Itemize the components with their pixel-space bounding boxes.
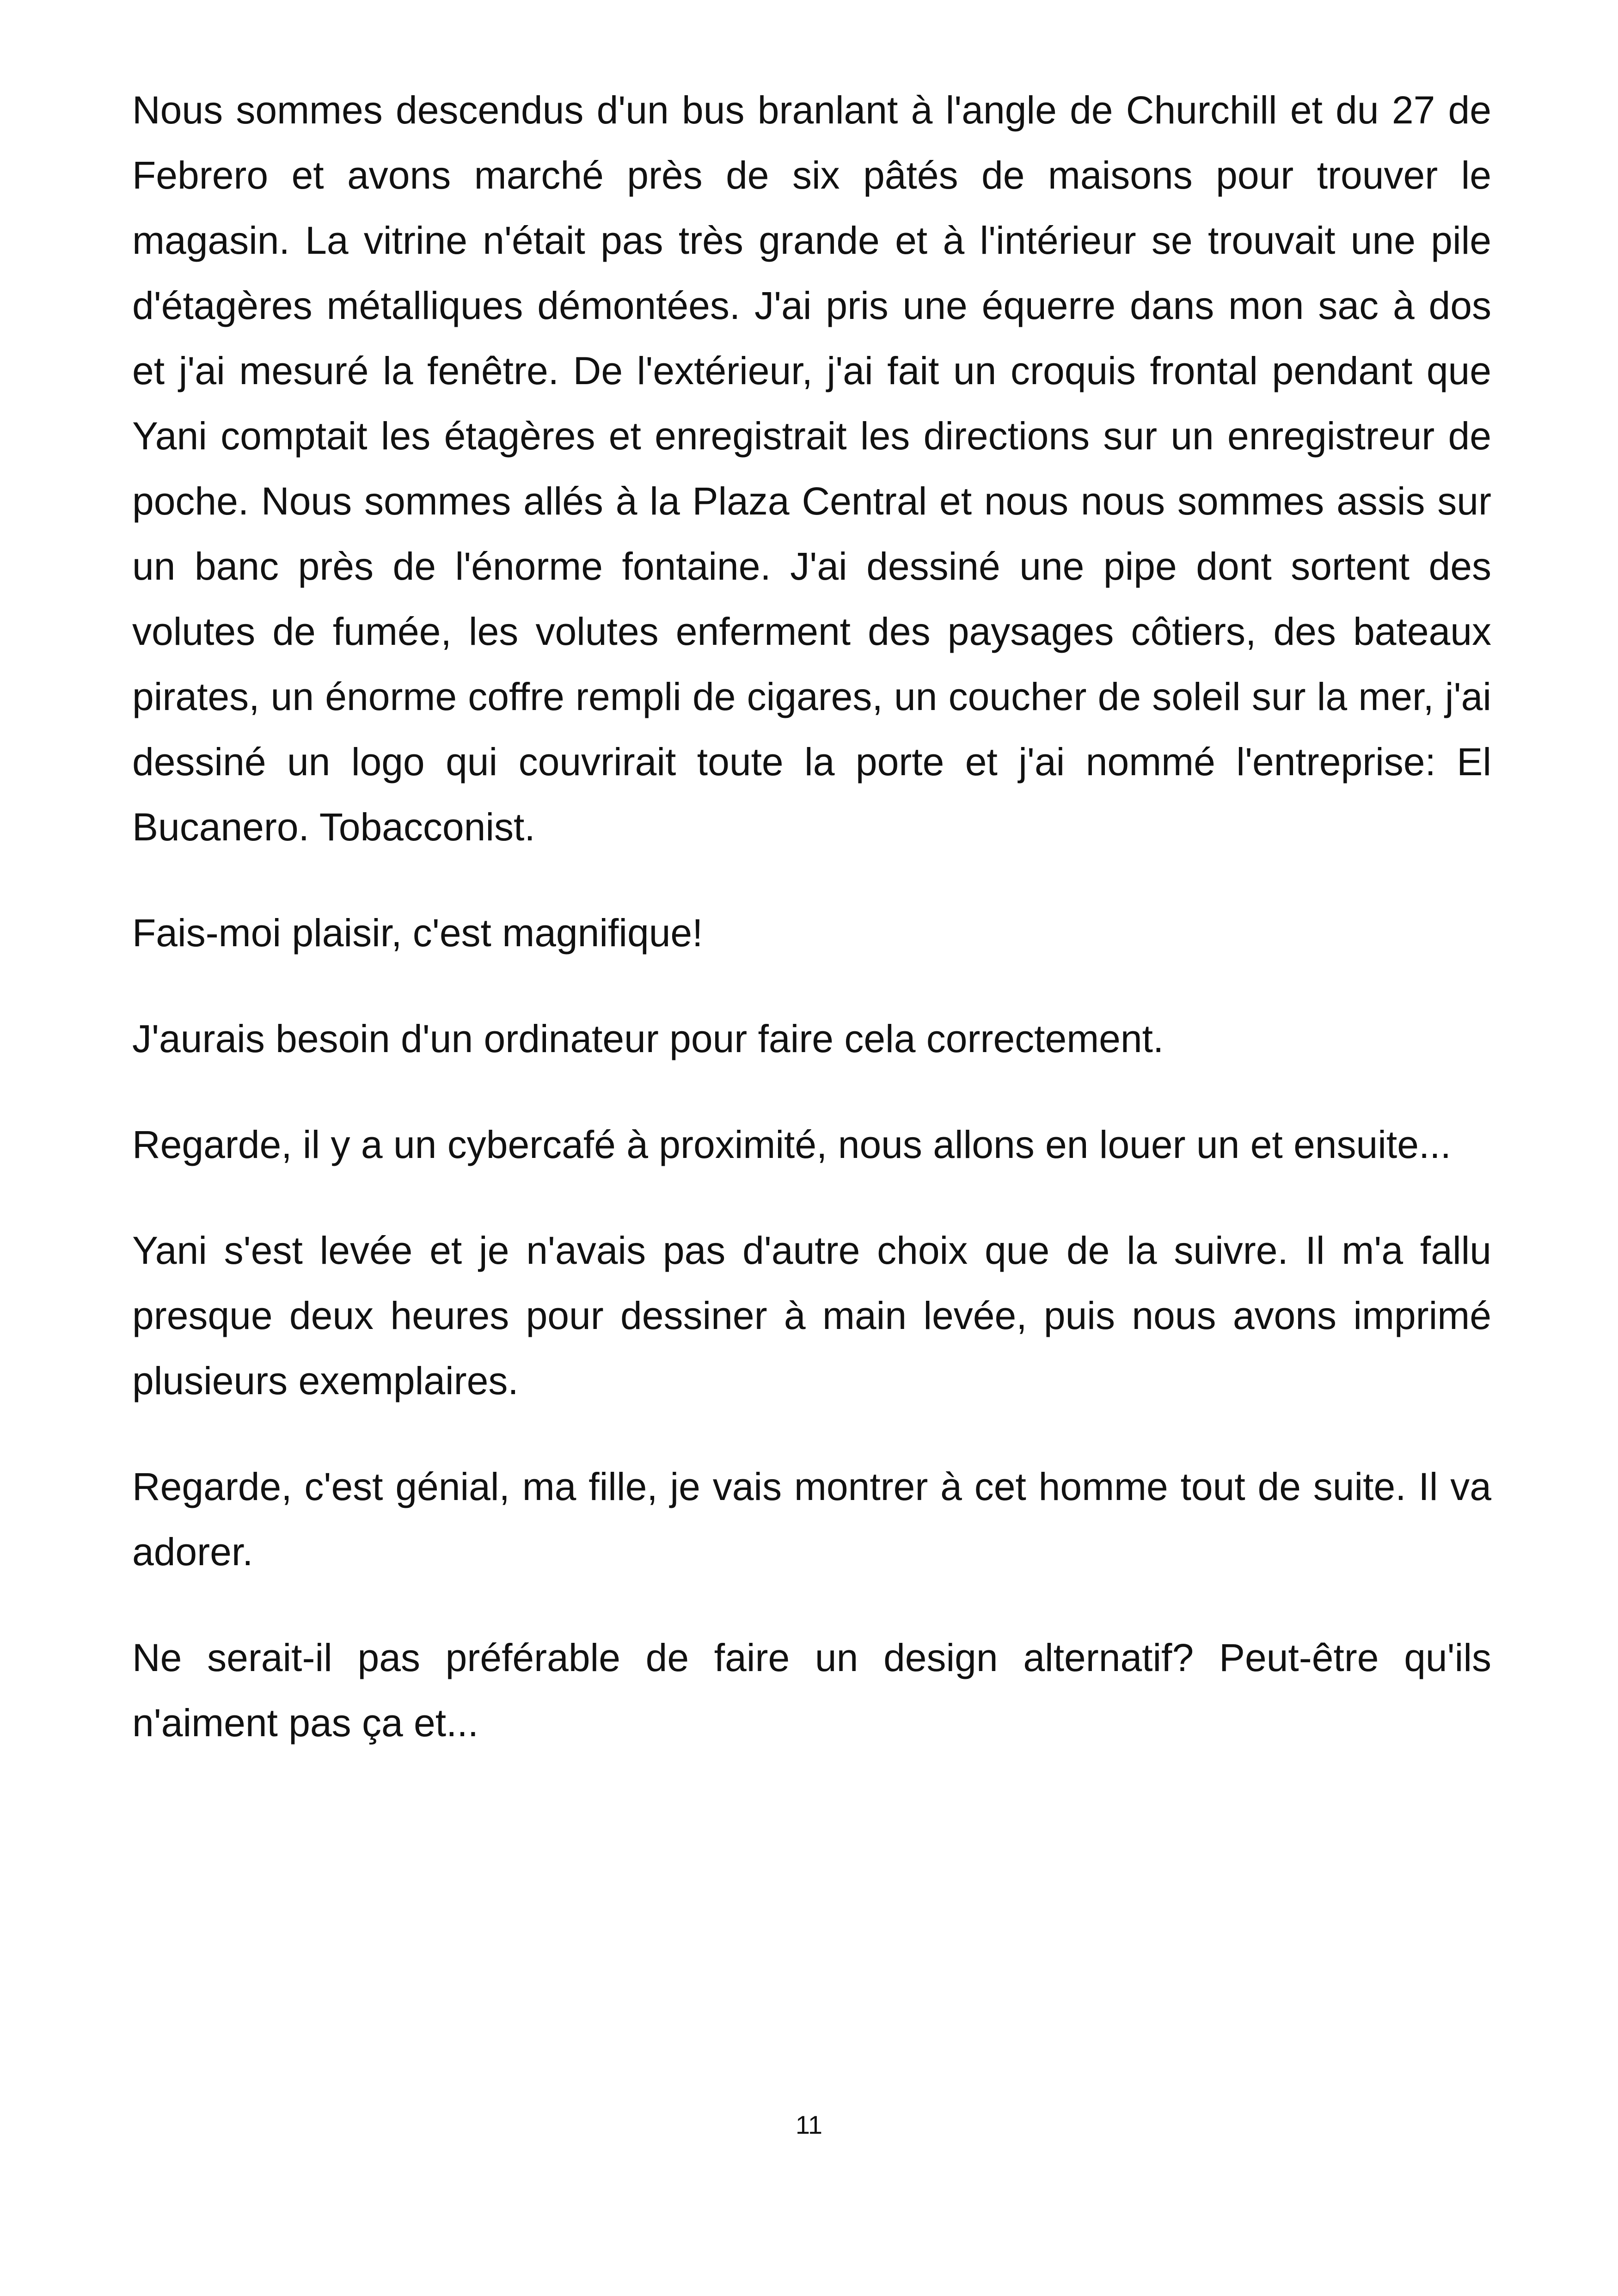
- page-number: 11: [795, 2110, 823, 2139]
- paragraph-dialogue: Regarde, il y a un cybercafé à proximité, nous allons en louer un et ensuite...: [132, 1123, 1451, 1166]
- paragraph-dialogue: Fais-moi plaisir, c'est magnifique!: [132, 911, 703, 955]
- paragraph-narrative: Yani s'est levée et je n'avais pas d'autre choix que de la suivre. Il m'a fallu presque deux heures pour dessiner à main levée, puis nous avons imprimé plusieurs exemplaires.: [132, 1229, 1491, 1402]
- paragraph-narrative: Nous sommes descendus d'un bus branlant à l'angle de Churchill et du 27 de Febrero et avons marché près de six pâtés de maisons pour trouver le magasin. La vitrine n'était pas très grande et à l'intérieur se trouvait une pile d'étagères métalliques démontées. J'ai pris une équerre dans mon sac à dos et j'ai mesuré la fenêtre. De l'extérieur, j'ai fait un croquis frontal pendant que Yani comptait les étagères et enregistrait les directions sur un enregistreur de poche. Nous sommes allés à la Plaza Central et nous nous sommes assis sur un banc près de l'énorme fontaine. J'ai dessiné une pipe dont sortent des volutes de fumée, les volutes enferment des paysages côtiers, des bateaux pirates, un énorme coffre rempli de cigares, un coucher de soleil sur la mer, j'ai dessiné un logo qui couvrirait toute la porte et j'ai nommé l'entreprise: El Bucanero. Tobacconist.: [132, 88, 1491, 849]
- paragraph-dialogue: J'aurais besoin d'un ordinateur pour faire cela correctement.: [132, 1017, 1164, 1060]
- paragraph-dialogue: Regarde, c'est génial, ma fille, je vais montrer à cet homme tout de suite. Il va adorer.: [132, 1465, 1491, 1574]
- body-text: [132, 78, 1491, 1796]
- paragraph-dialogue: Ne serait-il pas préférable de faire un design alternatif? Peut-être qu'ils n'aiment pas ça et...: [132, 1636, 1491, 1745]
